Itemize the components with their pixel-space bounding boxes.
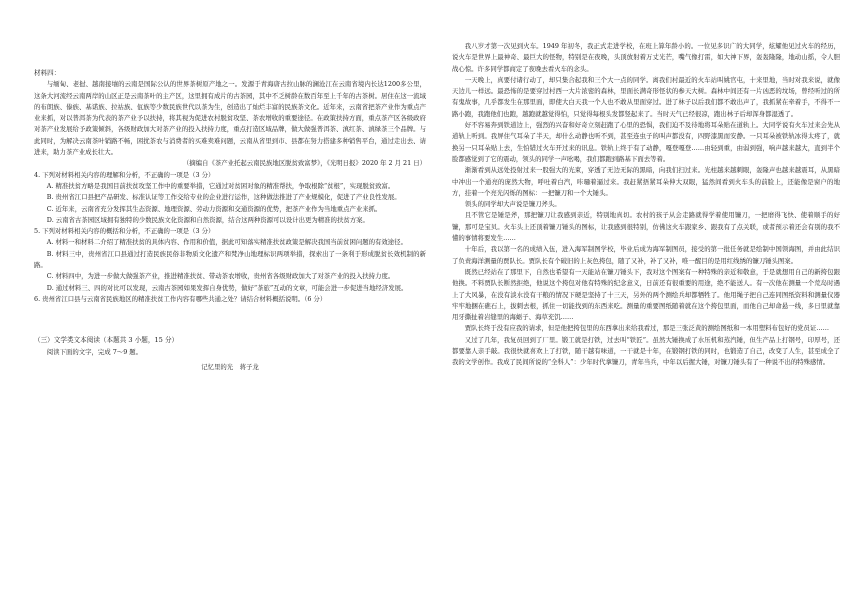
question-4-option-a: A. 精准扶贫方略是我国目前扶贫攻坚工作中的重要举措，它通过对贫困对象的精准帮扶，争取根除“贫根”，实现脱贫致富。 bbox=[46, 181, 395, 190]
section-3-title: （三）文学类文本阅读（本题共 3 小题，15 分） bbox=[34, 336, 179, 345]
story-paragraph-4: 渐渐看到从远处投射过来一股强大的光束，穿透了无边无际的黑暗，向我们扫过来。光柱越来越刺眼，轰隆声也越来越震耳，从黑暗中冲出一个通亮的庞然大物，呼吐着白汽，咔嗵着逼过来。我赶紧捂紧耳朵伸大双眼，猛然间看到火车头的前脸上，还能像是窗户的地方，挂着一个亮光闪烁的图标：一把镰刀和一个大锤头。 bbox=[452, 166, 840, 197]
right-column bbox=[452, 0, 840, 369]
story-title: 记忆里的光 蒋子龙 bbox=[201, 362, 259, 371]
story-paragraph-8: 既然已经站在了那里下，自然也希望有一天能站在镰刀锤头下，我对这个图案有一种特殊的亲近和敬意，于是就想用自己的新挎包跟他换。不料贾队长断然拒绝，他说这个挎包对他有特殊的纪念意义，日前还有很重要的用途，绝不能送人。有一次他在测量一个荒岛时遇上了大风暴，在没有淡水没有干粮的情况下硬是坚持了十三天，另外的两个测绘兵却都牺牲了。他用绳子把自己连同图纸资料和测量仪器牢牢地捆在礁石上，拔刺去根，抓住一切能找到的东西来吃。测量的重要图纸随着就在这个挎包里面，而他自己却命悬一线，多日里就靠用牙撕扯着岩缝里的海蛎子、海草充饥…… bbox=[452, 267, 840, 322]
question-4-option-d: D. 云南省古茶园区域拥有独特的少数民族文化资源和自然资源，结合这两种资源可以设计出更为精准的扶贫方案。 bbox=[46, 215, 369, 224]
story-paragraph-7: 十年后，我以第一名的成绩入伍，进入海军制图学校，毕业后成为海军制图员，接受的第一批任务就是绘制中国领海图，并由此结识了负责海洋测量的贾队长。贾队长有个破旧的上灰色挎包，随了又补，补了又补，唯一醒目的是用红线绣的镰刀锤头图案。 bbox=[452, 245, 840, 265]
question-5-option-a: A. 材料一和材料二介绍了精准扶贫的具体内容、作用和价值，据此可知落实精准扶贫政策是解决我国当前贫困问题的有效途径。 bbox=[46, 238, 407, 247]
question-4: 4. 下列对材料相关内容的理解和分析，不正确的一项是（3 分） bbox=[34, 170, 215, 179]
question-4-option-c: C. 近年来，云南省充分发挥其生态资源、地理资源、劳动力资源和交通资源的优势，把茶产业作为当地重点产业来抓。 bbox=[46, 204, 382, 213]
question-5-option-c: C. 材料四中，为进一步做大做强茶产业，推进精准扶贫、带动茶农增收，贵州省各级财政加大了对茶产业的投入扶持力度。 bbox=[46, 272, 395, 281]
left-column bbox=[34, 0, 426, 373]
story-paragraph-5: 领头的同学却大声说是镰刀斧头。 bbox=[464, 200, 561, 209]
question-5: 5. 下列对材料相关内容的概括和分析，不正确的一项是（3 分） bbox=[34, 227, 215, 236]
story-paragraph-9: 贾队长终于没有应我的请求，但是他把挎包里的东西拿出来给我看过，那是三张泛黄的测绘图纸和一本用塑料布包好的党员证…… bbox=[464, 324, 830, 333]
material-four-citation: （摘编自《茶产业托起云南民族地区脱贫致富梦》，《光明日报》2020 年 2 月 21 日） bbox=[182, 159, 426, 168]
question-5-option-d: D. 通过材料三、四的对比可以发现，云南古茶园如果发挥自身优势，做好“茶旅”互动的文章，可能会进一步促进当地经济发展。 bbox=[46, 283, 408, 292]
question-6: 6. 贵州省江口县与云南省民族地区的精准扶贫工作内容有哪些共通之处？请结合材料概括说明。（6 分） bbox=[34, 294, 327, 303]
question-5-option-b: B. 材料三中，贵州省江口县通过打造民族民俗非物质文化遗产和梵净山地理标识两项举措，探索出了一条利于形成脱贫长效机制的新路。 bbox=[34, 249, 426, 270]
question-4-option-b: B. 贵州省江口县把产品研发、标准认证等工作交给专业的企业进行运作，这种做法推进了产业规模化，促进了产业良性发展。 bbox=[46, 193, 401, 202]
story-paragraph-3: 好不容易奔到铁道边上，强烈的兴奋和好奇立刻赶跑了心里的恐惧，我们迫不及待地将耳朵贴在道轨上。大同学说有火车过来会先从道轨上听到。我屏住气耳朵了半天，却什么动静也听不到，甚至连虫子的叫声都没有，四野漆黑而安静。一只耳朵被铁轨冰得太疼了，就换另一只耳朵贴上去，生怕错过火车开过来的讯息。铁轨上终于有了动静，嘎登嘎登……由轻到重，由弱到强，响声越来越大，直到半个脸都感觉到了它的震动，领头的同学一声吆喝，我们都跑到路基下面去等着。 bbox=[452, 121, 840, 163]
story-paragraph-6: 且不管它是锤是斧，那把镰刀让我感到亲近，特别地真切。农村的孩子从会走路就得学着使用镰刀，一把磨得飞快、使着顺手的好镰，那可是宝贝。火车头上还顶着镰刀锤头的图标，让我感到很特别，仿佛这火车跟家乡、跟我有了点关联，或者预示着还会有别的我不懂的事情将要发生…… bbox=[452, 211, 840, 243]
story-paragraph-10: 又过了几年，我复员回到了厂里。锻工就是打铁，过去叫“铁匠”。虽然大锤换成了水压机和蒸汽锤，但生产品上打钢号，印厚号，还都要靠人亲手敲。我很快就喜欢上了打铁，随干越有味道，一干就是十年，在锻钢打铁的同时，也锻造了自己，改变了人生，甚至成全了我的文学创作。我成了民间所说的“全科人”：少年时代拿镰刀，青年当兵，中年以后握大锤，对镰刀锤头有了一种说不出的特殊感情。 bbox=[452, 335, 840, 367]
story-paragraph-1: 我八岁才第一次见到火车。1949 年初冬，我正式走进学校，在班上算年龄小的。一位见多识广的大同学，炫耀他见过火车的经历，说火车是世界上最神奇、最巨大的怪物，特别是在夜晚，头顶放射着万丈光芒，嘴气像打雷，如大神下界，轰轰隆隆，地动山摇，令人胆战心惊。许多同学都商定了夜晚去看火车的念头。 bbox=[452, 42, 840, 73]
section-3-instruction: 阅读下面的文字，完成 7～9 题。 bbox=[46, 347, 143, 356]
story-paragraph-2: 一天晚上，真要付诸行动了，却只集合起我和三个大一点的同学。离我们村最近的火车站叫姚官屯，十来里地，当时对我来说，就像天边儿一样远。最恐怖的是要穿过村西一大片浓密的森林，里面长满奇形怪状的参天大树。森林中间还有一片凶恶的坟场，曾经听过的所有鬼故事，几乎都发生在那里面，即使大白天我一个人也不敢从里面穿过。进了林子以后我们都不敢出声了，我抓紧在牵着手，不得不一路小跑，我跑他们也跑，越跑就越觉得怕，只觉得每根头发都竖起来了。当时天气已经很凉，跑出林子后却浑身都湿透了。 bbox=[452, 75, 840, 118]
material-four-title: 材料四： bbox=[34, 69, 61, 77]
material-four-body: 与缅甸、老挝、越南接壤的云南是国际公认的世界茶树原产地之一。发源于青海唐古拉山脉的澜沧江在云南省境内长达1200多公里，这条大河流经云南两岸的山区正是云南茶叶的主产区，这里拥有成片的古茶园，其中不乏树龄在数百年至上千年的古茶树。居住在这一流域的布朗族、傣族、基诺族、拉祜族、佤族等少数民族世代以茶为生，创造出了灿烂丰富的民族茶文化。近年来，云南省把茶产业作为重点产业来抓，对以普洱茶为代表的茶产业予以扶持，将其视为促进农村脱贫攻坚、茶农增收的重要途径。在政策扶持方面，重点茶产区各级政府对茶产业发展给予政策倾斜，各级财政加大对茶产业的投入扶持力度，重点打造区域品牌，做大做强普洱茶、滇红茶、滇绿茶三个品牌。与此同时，为解决云南茶叶销路不畅，困扰茶农与消费者的买难卖难问题，云南从省里到市、县都在努力搭建多种销售平台，通过走出去、请进来，助力茶产业成长壮大。 bbox=[34, 80, 426, 157]
